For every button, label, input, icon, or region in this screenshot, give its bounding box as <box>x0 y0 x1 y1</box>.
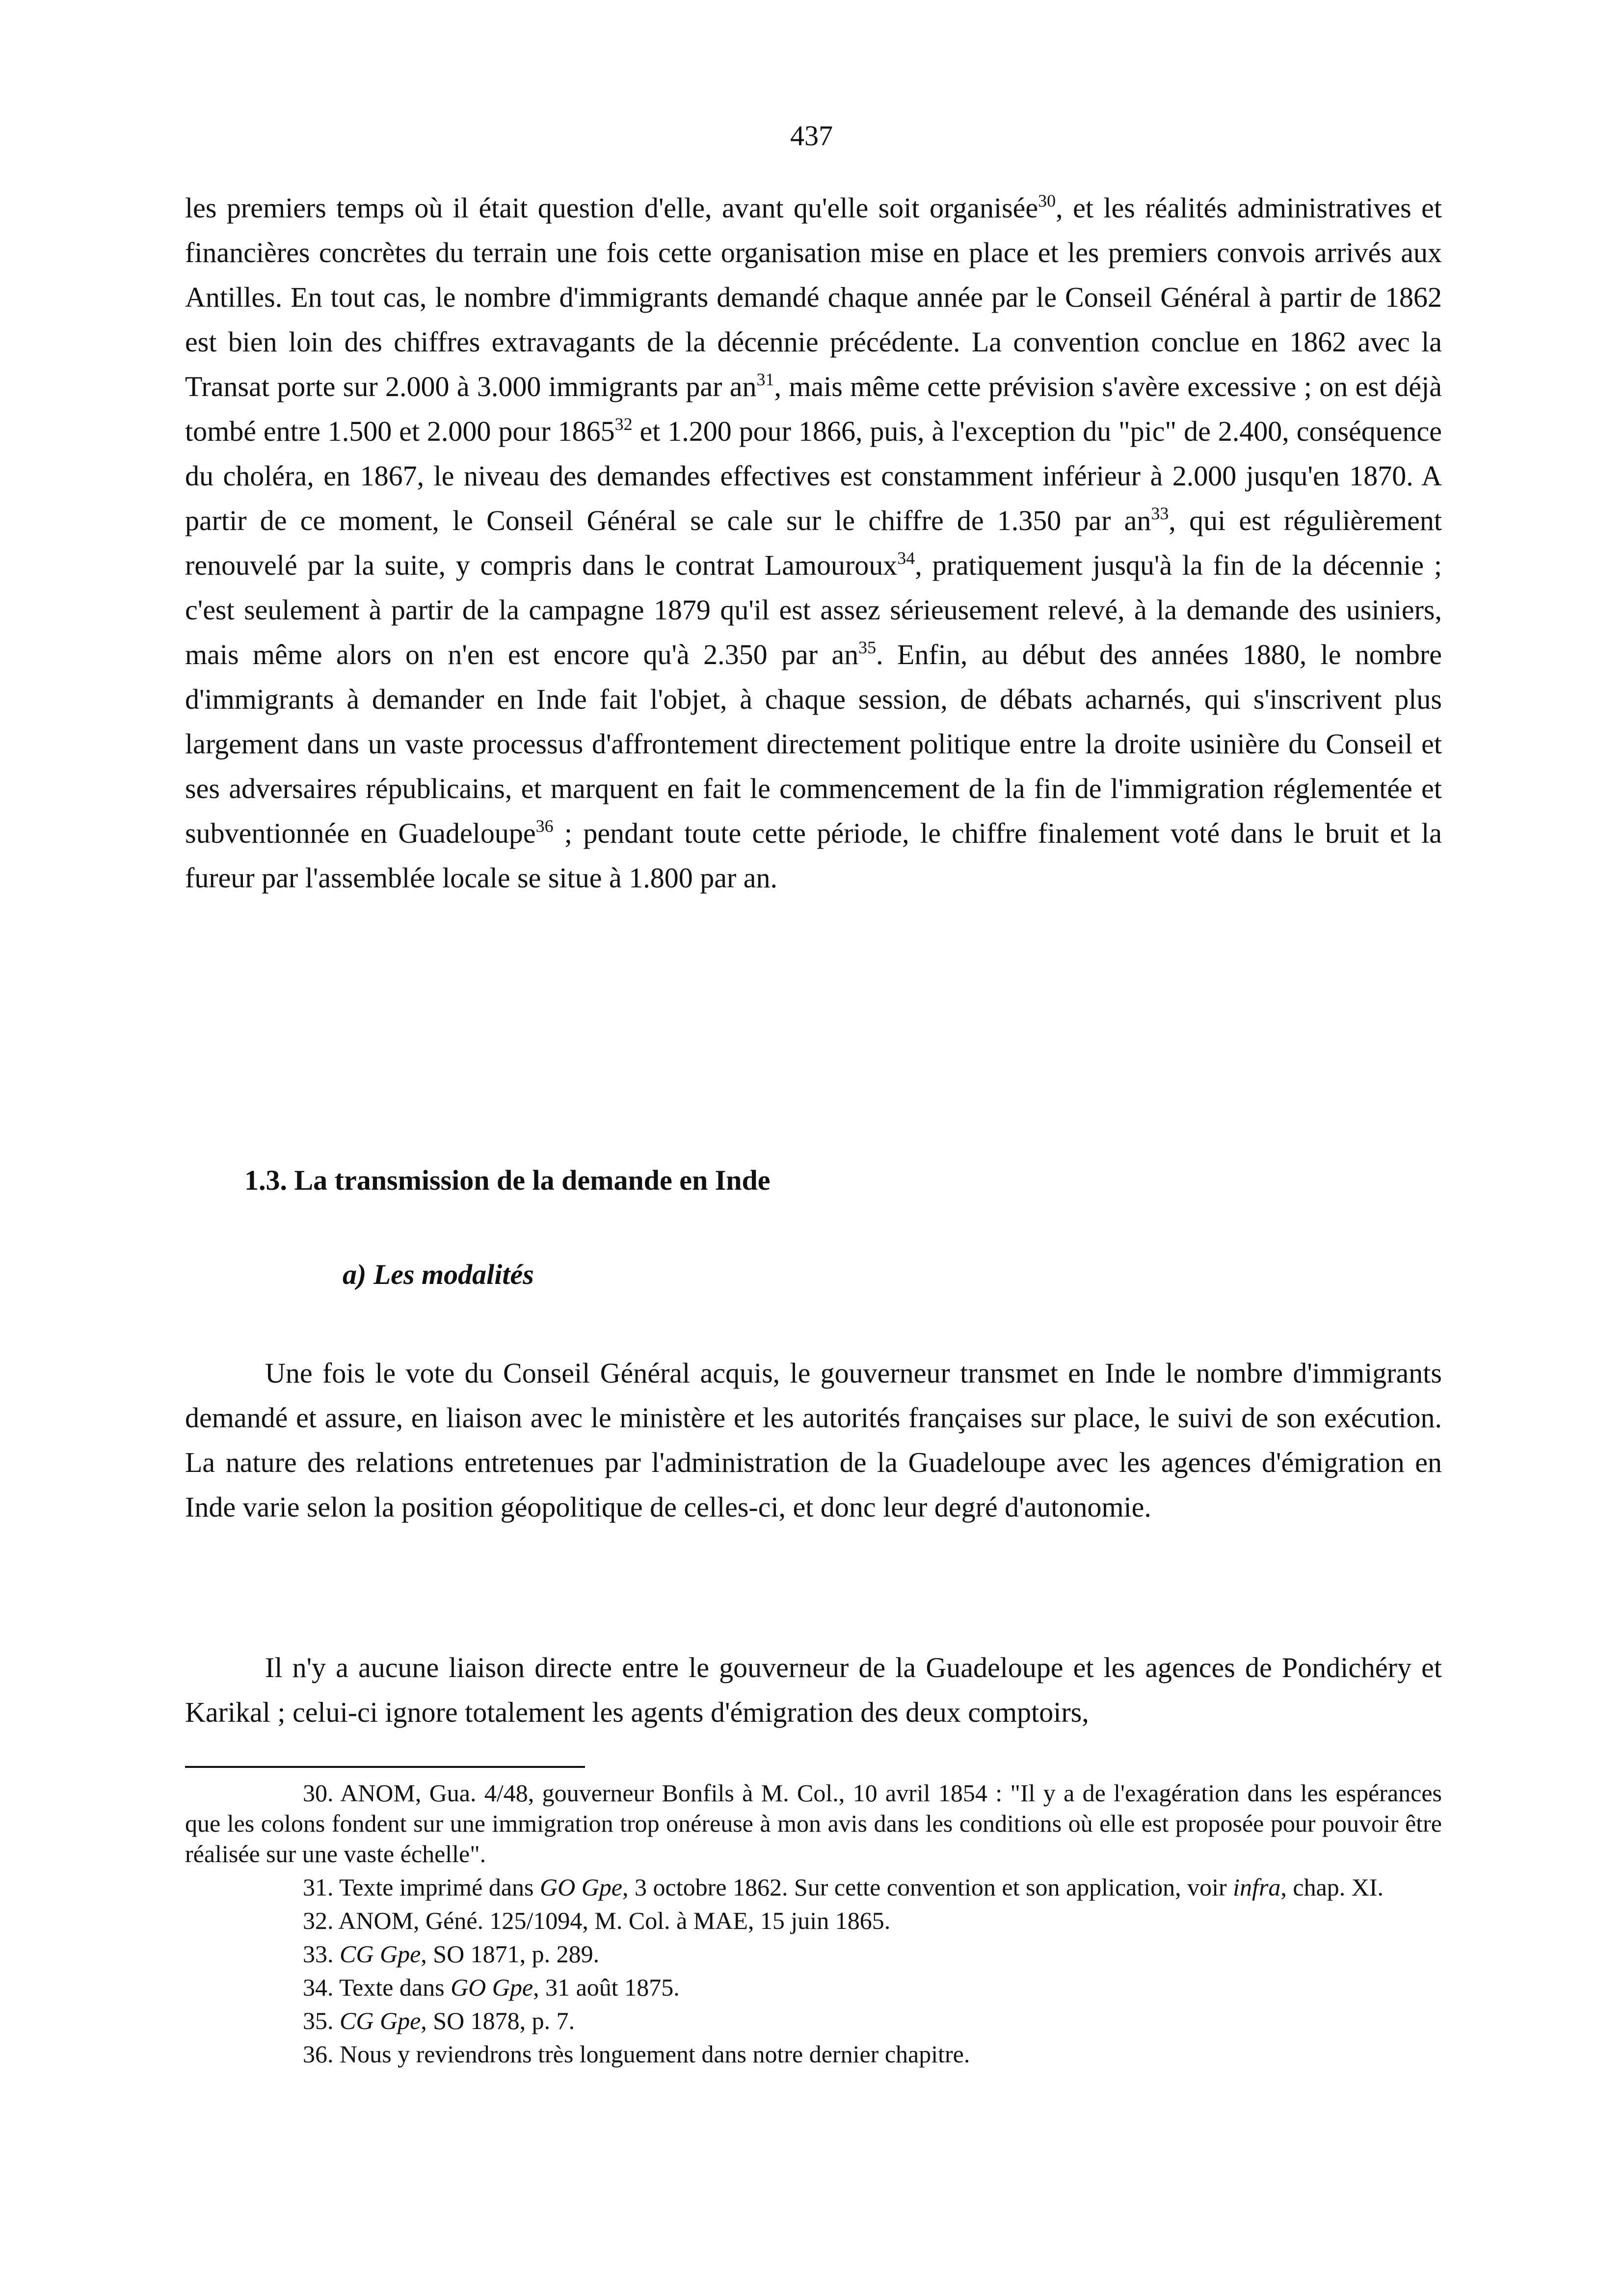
italic-run: GO Gpe <box>451 1974 533 2001</box>
footnote-ref-36: 36 <box>535 816 554 836</box>
text-run: 35. <box>303 2007 340 2034</box>
footnote-separator <box>185 1766 585 1768</box>
text-run: 31. Texte imprimé dans <box>303 1873 540 1901</box>
italic-run: infra <box>1233 1873 1281 1901</box>
footnote-35 <box>185 2005 1442 2036</box>
section-heading: 1.3. La transmission de la demande en Inde <box>244 1164 771 1196</box>
page-number: 437 <box>790 120 833 152</box>
text-run: , chap. XI. <box>1280 1873 1384 1901</box>
text-run: , pratiquement jusqu'à la fin de la décennie ; c'est seulement à partir de la campagne 1879 qu'il est assez sérieusement relevé, à la demande des usiniers, mais même alors on n'en est encore qu'à 2.350 par an <box>185 549 1442 670</box>
footnote-ref-31: 31 <box>756 370 774 389</box>
subsection-heading: a) Les modalités <box>343 1258 534 1290</box>
text-run: , SO 1871, p. 289. <box>421 1940 600 1968</box>
text-run: , qui est régulièrement renouvelé par la suite, y compris dans le contrat Lamouroux <box>185 505 1442 581</box>
text-run: 33. <box>303 1940 340 1968</box>
italic-run: CG Gpe <box>340 2007 421 2034</box>
footnotes <box>185 1778 1442 2069</box>
footnote-ref-32: 32 <box>614 414 633 434</box>
footnote-ref-33: 33 <box>1151 504 1169 523</box>
text-run: . Enfin, au début des années 1880, le nombre d'immigrants à demander en Inde fait l'objet, à chaque session, de débats acharnés, qui s'inscrivent plus largement dans un vaste processus d'affrontement directement politique entre la droite usinière du Conseil et ses adversaires républicains, et marquent en fait le commencement de la fin de l'immigration réglementée et subventionnée en Guadeloupe <box>185 639 1442 849</box>
text-run: , 31 août 1875. <box>533 1974 680 2001</box>
footnote-34 <box>185 1972 1442 2002</box>
text-run: , et les réalités administratives et financières concrètes du terrain une fois cette organisation mise en place et les premiers convois arrivés aux Antilles. En tout cas, le nombre d'immigrants demandé chaque année par le Conseil Général à partir de 1862 est bien loin des chiffres extravagants de la décennie précédente. La convention conclue en 1862 avec la Transat porte sur 2.000 à 3.000 immigrants par an <box>185 192 1442 402</box>
footnote-32: 32. ANOM, Géné. 125/1094, M. Col. à MAE, 15 juin 1865. <box>303 1907 891 1934</box>
text-run: , SO 1878, p. 7. <box>421 2007 575 2034</box>
text-run: , mais même cette prévision s'avère excessive ; on est déjà tombé entre 1.500 et 2.000 pour 1865 <box>185 371 1442 447</box>
footnote-ref-35: 35 <box>858 638 877 657</box>
text-run: les premiers temps où il était question d'elle, avant qu'elle soit organisée <box>185 192 1038 224</box>
text-run: et 1.200 pour 1866, puis, à l'exception du "pic" de 2.400, conséquence du choléra, en 1867, le niveau des demandes effectives est constamment inférieur à 2.000 jusqu'en 1870. A partir de ce moment, le Conseil Général se cale sur le chiffre de 1.350 par an <box>185 415 1442 536</box>
footnote-33 <box>185 1939 1442 1969</box>
footnote-30: 30. ANOM, Gua. 4/48, gouverneur Bonfils à M. Col., 10 avril 1854 : "Il y a de l'exagération dans les espérances que les colons fondent sur une immigration trop onéreuse à mon avis dans les conditions où elle est proposée pour pouvoir être réalisée sur une vaste échelle". <box>185 1779 1442 1868</box>
footnote-ref-34: 34 <box>897 548 915 568</box>
body-paragraph-3: Il n'y a aucune liaison directe entre le gouverneur de la Guadeloupe et les agences de Pondichéry et Karikal ; celui-ci ignore totalement les agents d'émigration des deux comptoirs, <box>185 1652 1442 1728</box>
italic-run: CG Gpe <box>340 1940 421 1968</box>
italic-run: GO Gpe <box>539 1873 623 1901</box>
text-run: ; pendant toute cette période, le chiffre finalement voté dans le bruit et la fureur par l'assemblée locale se situe à 1.800 par an. <box>185 817 1442 894</box>
footnote-31 <box>185 1872 1442 1902</box>
text-run: 34. Texte dans <box>303 1974 451 2001</box>
text-run: , 3 octobre 1862. Sur cette convention et son application, voir <box>622 1873 1233 1901</box>
footnote-36: 36. Nous y reviendrons très longuement dans notre dernier chapitre. <box>303 2040 970 2068</box>
footnote-ref-30: 30 <box>1038 191 1056 211</box>
body-paragraph-2: Une fois le vote du Conseil Général acquis, le gouverneur transmet en Inde le nombre d'immigrants demandé et assure, en liaison avec le ministère et les autorités françaises sur place, le suivi de son exécution. La nature des relations entretenues par l'administration de la Guadeloupe avec les agences d'émigration en Inde varie selon la position géopolitique de celles-ci, et donc leur degré d'autonomie. <box>185 1357 1442 1523</box>
body-paragraph-1 <box>185 186 1442 900</box>
